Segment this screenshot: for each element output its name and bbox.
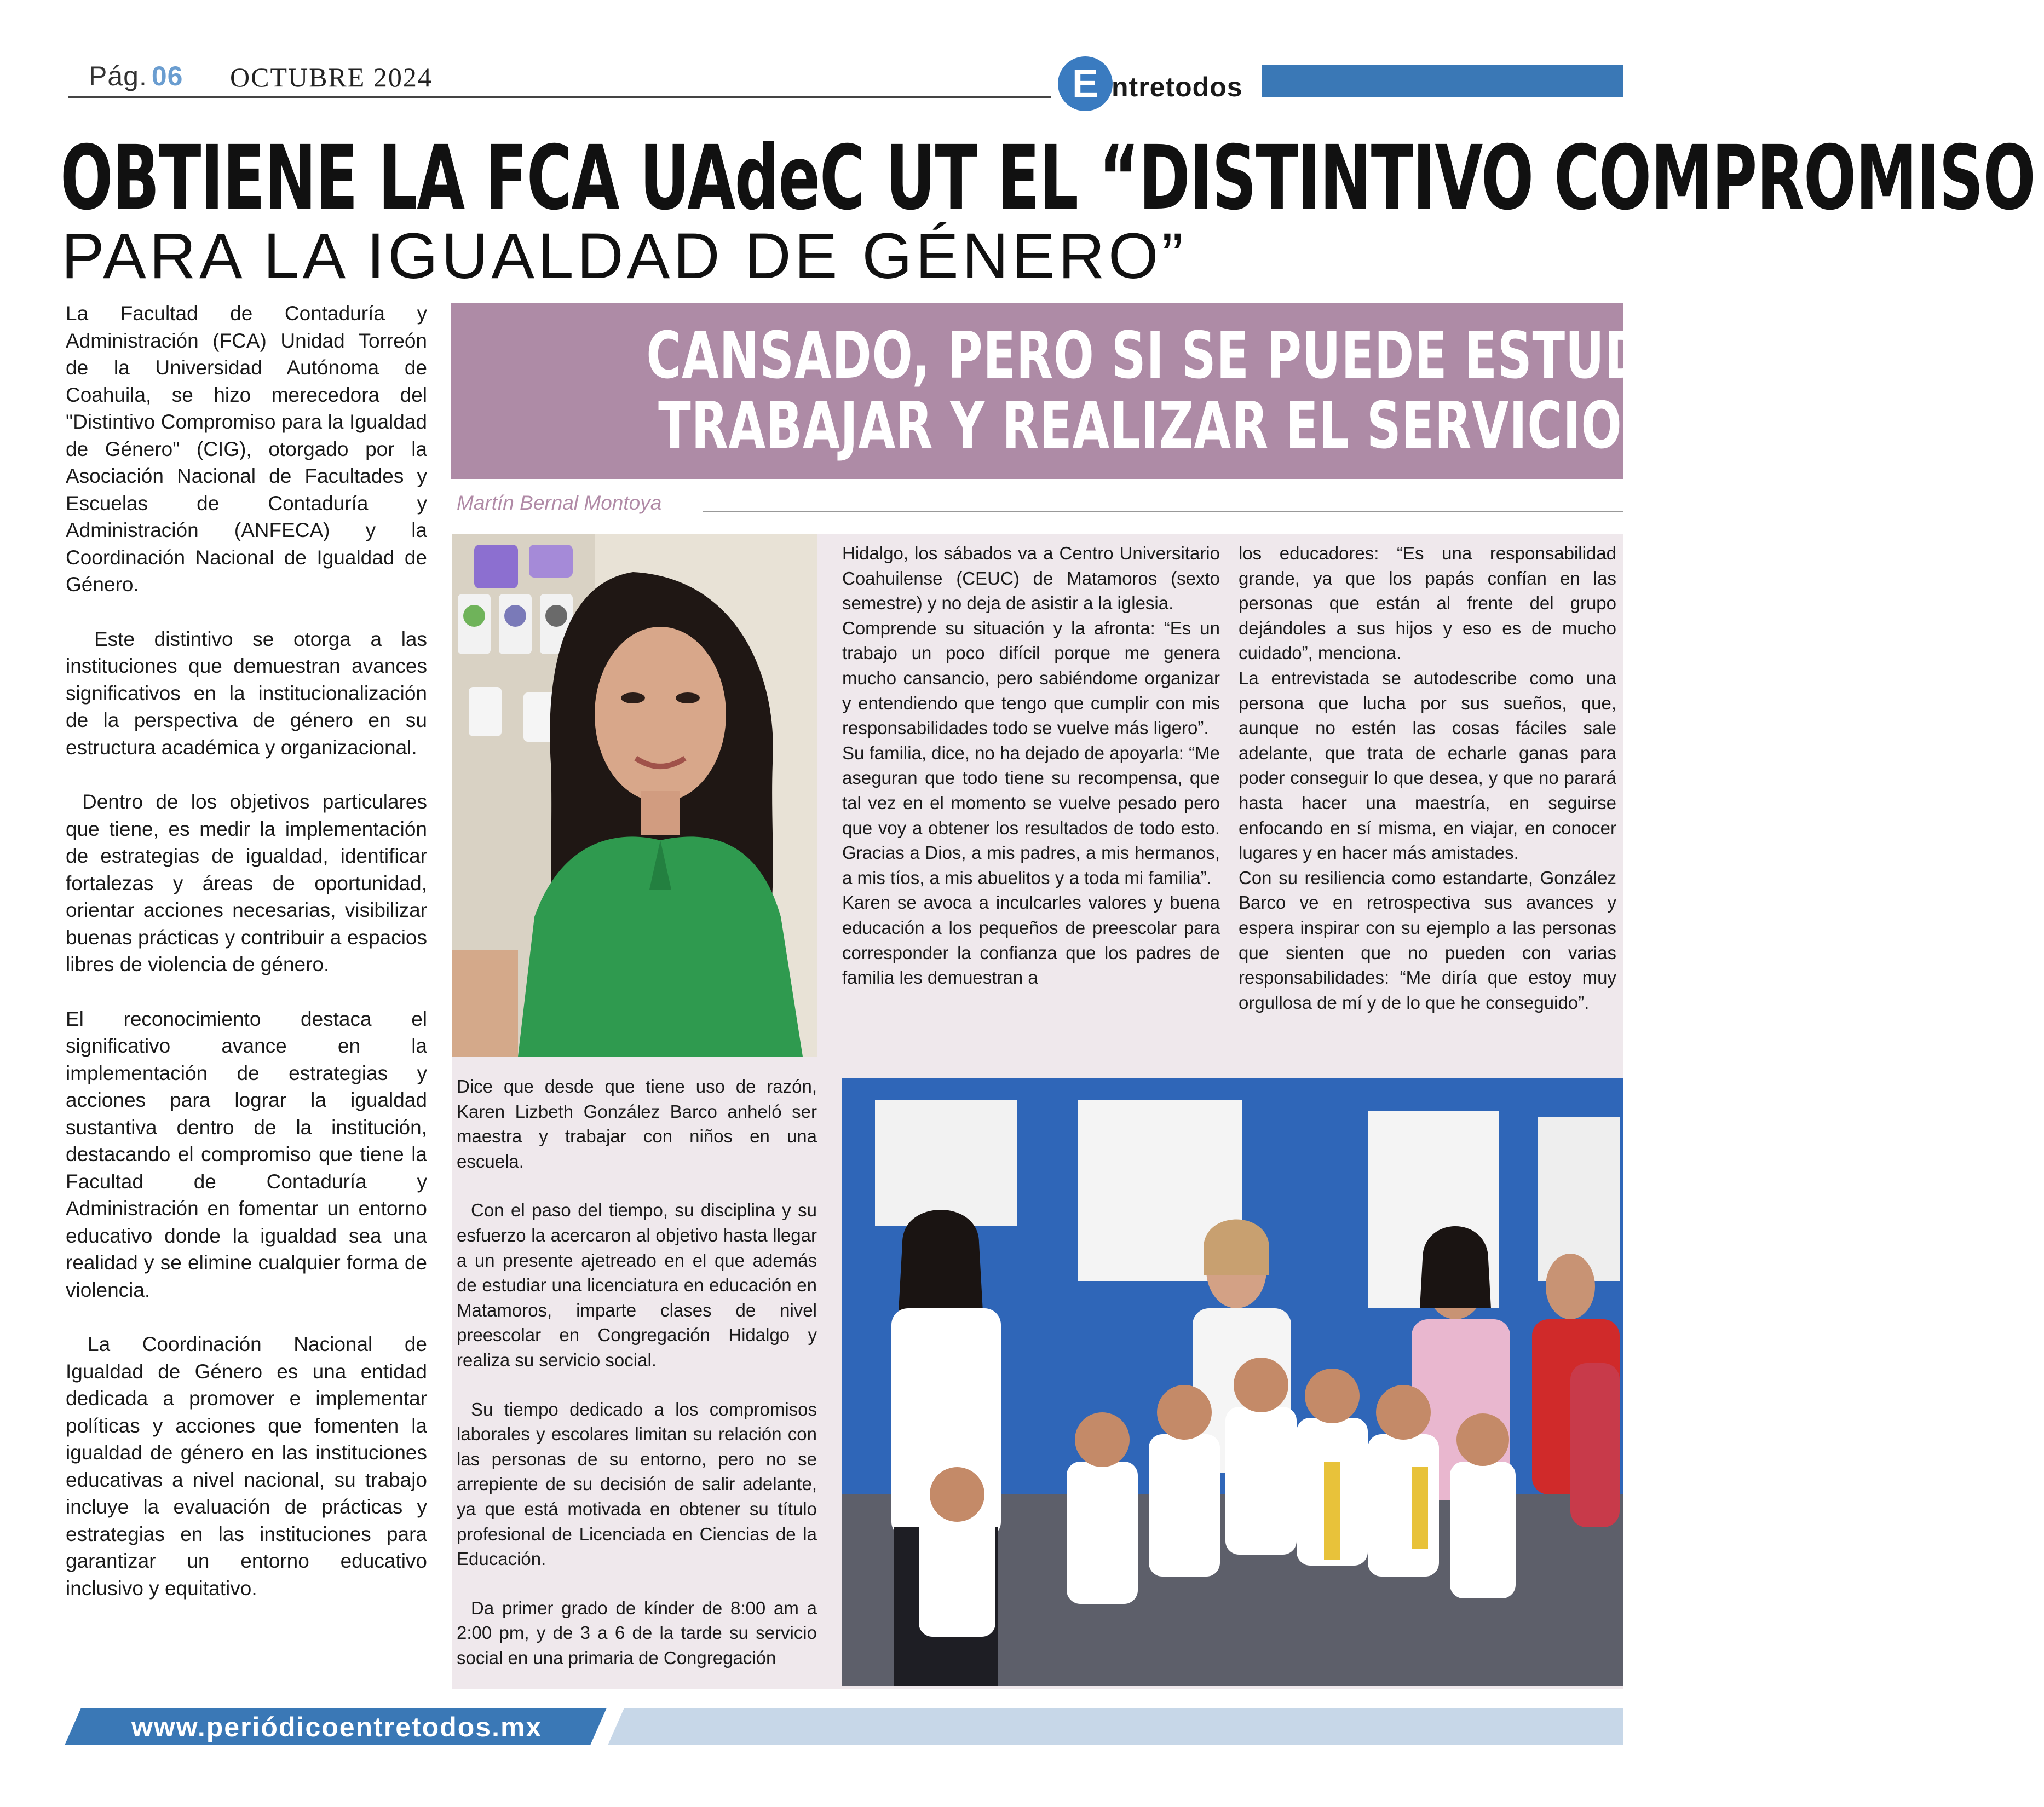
- byline-rule: [703, 511, 1623, 512]
- feature-paragraph: Su tiempo dedicado a los compromisos laborales y escolares limitan su relación con las personas de su entorno, pero no se arrepiente de su decisión de salir adelante, ya que está motivada en obtener su título profesional de Licenciada en Ciencias de la Educación.: [457, 1399, 817, 1569]
- headline-line-1: OBTIENE LA FCA UAdeC UT EL “DISTINTIVO COMPROMISO: [60, 127, 2035, 230]
- feature-paragraph: Karen se avoca a inculcarles valores y buena educación a los pequeños de preescolar para corresponder la confianza que los padres de familia les demuestran a: [842, 892, 1220, 988]
- feature-paragraph: Con el paso del tiempo, su disciplina y su esfuerzo la acercaron al objetivo hasta llegar a un presente ajetreado en el que además de estudiar una licenciatura en educación en Matamoros, imparte clases de nivel preescolar en Congregación Hidalgo y realiza su servicio social.: [457, 1200, 817, 1370]
- portrait-illustration: [452, 534, 817, 1057]
- footer-url-link[interactable]: www.periódicoentretodos.mx: [131, 1712, 543, 1742]
- left-paragraph: La Facultad de Contaduría y Administración (FCA) Unidad Torreón de la Universidad Autónoma de Coahuila, se hizo merecedora del "Distintivo Compromiso para la Igualdad de Género" (CIG), otorgado por la Asociación Nacional de Facultades y Escuelas de Contaduría y Administración (ANFECA) y la Coordinación Nacional de Igualdad de Género.: [66, 302, 427, 596]
- brand-logo: [1058, 56, 1113, 111]
- feature-paragraph: La entrevistada se autodescribe como una persona que lucha por sus sueños, que, aunque no estén las cosas fáciles sale adelante, que trata de echarle ganas para poder conseguir lo que desea, y que no parará hasta hacer una maestría, en seguirse enfocando en sí misma, en viajar, en conocer lugares y en hacer más amistades.: [1239, 667, 1616, 863]
- page-label: [89, 60, 183, 92]
- feature-title-line-2: TRABAJAR Y REALIZAR EL SERVICIO SOCIAL: [658, 388, 1837, 463]
- feature-paragraph: Da primer grado de kínder de 8:00 am a 2:00 pm, y de 3 a 6 de la tarde su servicio social en una primaria de Congregación: [457, 1597, 817, 1668]
- footer-bar-right: [608, 1708, 1623, 1745]
- feature-title: [451, 317, 1837, 463]
- brand-name: ntretodos: [1112, 72, 1243, 102]
- brand-bar: [1262, 65, 1623, 97]
- feature-column-1: [457, 1074, 817, 1694]
- feature-paragraph: Dice que desde que tiene uso de razón, Karen Lizbeth González Barco anheló ser maestra y trabajar con niños en una escuela.: [457, 1076, 817, 1171]
- portrait-photo: [452, 534, 817, 1057]
- feature-paragraph: Hidalgo, los sábados va a Centro Universitario Coahuilense (CEUC) de Matamoros (sexto semestre) y no deja de asistir a la iglesia.: [842, 543, 1220, 614]
- left-paragraph: La Coordinación Nacional de Igualdad de Género es una entidad dedicada a promover e implementar políticas y acciones que fomenten la igualdad de género en las instituciones educativas a nivel nacional, su trabajo incluye la evaluación de prácticas y estrategias en las instituciones para garantizar un entorno educativo inclusivo y equitativo.: [66, 1333, 427, 1600]
- feature-paragraph: Su familia, dice, no ha dejado de apoyarla: “Me aseguran que todo tiene su recompensa, que tal vez en el momento se vuelve pesado pero que voy a obtener los resultados de todo esto. Gracias a Dios, a mis padres, a mis hermanos, a mis tíos, a mis abuelitos y a toda mi familia”.: [842, 742, 1220, 888]
- feature-column-2: [842, 541, 1220, 990]
- group-illustration: [842, 1078, 1623, 1686]
- brand-initial: E: [1058, 56, 1113, 111]
- left-paragraph: Dentro de los objetivos particulares que tiene, es medir la implementación de estrategias de igualdad, identificar fortalezas y áreas de oportunidad, orientar acciones necesarias, visibilizar buenas prácticas y contribuir a espacios libres de violencia de género.: [66, 790, 427, 975]
- page-prefix: Pág.: [89, 61, 147, 91]
- feature-paragraph: los educadores: “Es una responsabilidad grande, ya que los papás confían en las personas que están al frente del grupo dejándoles a sus hijos y eso es de mucho cuidado”, menciona.: [1239, 543, 1616, 663]
- header-rule: [68, 96, 1051, 98]
- feature-paragraph: Comprende su situación y la afronta: “Es un trabajo un poco difícil porque me genera mucho cansancio, pero sabiéndome organizar y entendiendo que tengo que cumplir con mis responsabilidades todo se vuelve más ligero”.: [842, 617, 1220, 738]
- headline-line-2: PARA LA IGUALDAD DE GÉNERO”: [61, 220, 1187, 292]
- byline: Martín Bernal Montoya: [457, 492, 662, 514]
- left-paragraph: Este distintivo se otorga a las instituciones que demuestran avances significativos en la institucionalización de la perspectiva de género en su estructura académica y organizacional.: [66, 627, 427, 759]
- feature-paragraph: Con su resiliencia como estandarte, González Barco ve en retrospectiva sus avances y espera inspirar con su ejemplo a las personas que sienten que no pueden con varias responsabilidades: “Me diría que estoy muy orgullosa de mí y de lo que he conseguido”.: [1239, 867, 1616, 1013]
- feature-title-line-1: CANSADO, PERO SI SE PUEDE ESTUDIAR,: [646, 317, 1757, 393]
- page-number: 06: [151, 61, 183, 91]
- group-photo: [842, 1078, 1623, 1686]
- issue-date: OCTUBRE 2024: [230, 62, 433, 93]
- left-article: [66, 300, 427, 1629]
- left-paragraph: El reconocimiento destaca el significativo avance en la implementación de estrategias y acciones para lograr la igualdad sustantiva dentro de la institución, destacando el compromiso que tiene la Facultad de Contaduría y Administración en fomentar un entorno educativo donde la igualdad sea una realidad y se elimine cualquier forma de violencia.: [66, 1007, 427, 1301]
- feature-column-3: [1239, 541, 1616, 1015]
